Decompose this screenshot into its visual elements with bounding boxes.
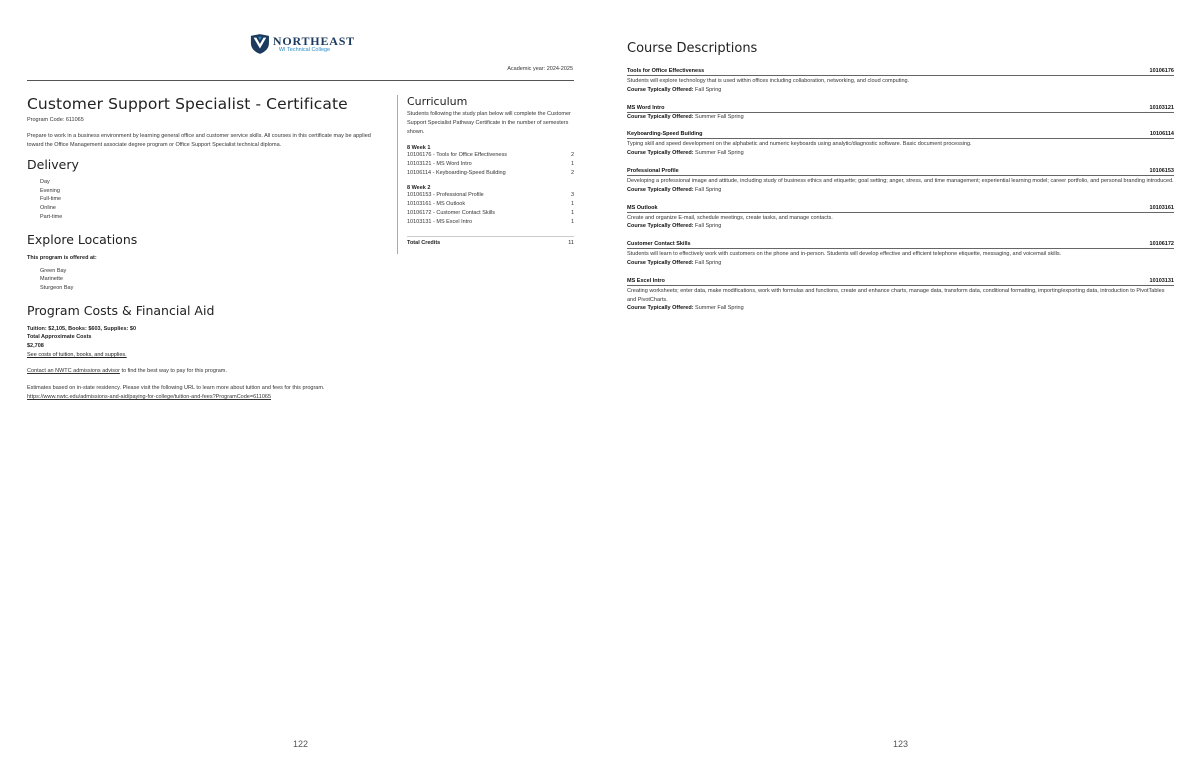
list-item: Green Bay <box>40 267 67 274</box>
offered-terms: Fall Spring <box>693 223 722 230</box>
course-code: 10106114 <box>1149 131 1174 138</box>
course-title: Customer Contact Skills <box>627 241 691 248</box>
course-description: Typing skill and speed development on the alphabetic and numeric keyboards using analytic/diagnostic software. Basic document processing. <box>627 141 972 148</box>
academic-year: Academic year: 2024-2025 <box>507 66 573 72</box>
course-entry <box>627 68 1174 95</box>
course-row <box>407 151 574 160</box>
course-credits: 1 <box>570 160 574 167</box>
list-item: Day <box>40 179 50 185</box>
course-description: Creating worksheets; enter data, make modifications, work with formulas and functions, create and enhance charts, manage data, transform data, conditional formatting, importing/exporting data, introduction to PivotTables and PivotCharts. <box>627 287 1165 303</box>
course-code: 10103161 <box>1149 204 1174 211</box>
course-description: Developing a professional image and attitude, including study of business ethics and etiquette; goal setting; anger, stress, and time management; experiential learning model; career portfolio, and personal branding introduced. <box>627 177 1174 184</box>
program-code: Program Code: 611065 <box>27 117 84 123</box>
course-entry <box>627 241 1174 268</box>
course-name: 10106153 - Professional Profile <box>407 192 484 199</box>
list-item: Marinette <box>40 276 63 283</box>
list-item: Part-time <box>40 213 63 220</box>
offered-terms: Fall Spring <box>693 186 722 193</box>
offered-terms: Summer Fall Spring <box>693 150 744 157</box>
course-title: Professional Profile <box>627 167 679 174</box>
total-credits-label: Total Credits <box>407 239 441 246</box>
list-item: Sturgeon Bay <box>40 284 74 291</box>
logo-subtitle: WI Technical College <box>278 46 331 53</box>
course-credits: 2 <box>570 169 574 176</box>
course-name: 10103131 - MS Excel Intro <box>407 218 473 225</box>
course-description: Create and organize E-mail, schedule meetings, create tasks, and manage contacts. <box>627 214 833 221</box>
costs-heading: Program Costs & Financial Aid <box>27 302 215 318</box>
explore-locations-heading: Explore Locations <box>27 231 138 247</box>
course-description: Students will explore technology that is used within offices including collaboration, networking, and cloud computing. <box>627 78 910 84</box>
see-costs-link[interactable]: See costs of tuition, books, and supplies. <box>27 351 127 358</box>
right-page <box>600 0 1200 776</box>
course-name: 10103121 - MS Word Intro <box>407 160 472 167</box>
course-offered <box>627 222 1174 231</box>
offered-at-label: This program is offered at: <box>27 254 97 261</box>
course-row <box>407 191 574 200</box>
course-entry <box>627 205 1174 232</box>
locations-list <box>40 267 382 293</box>
course-row <box>407 160 574 169</box>
course-title: MS Excel Intro <box>627 277 665 284</box>
total-credits-row <box>407 236 574 246</box>
curriculum-heading: Curriculum <box>407 95 468 108</box>
header-divider <box>27 80 574 81</box>
list-item: Online <box>40 205 56 212</box>
course-row <box>407 218 574 227</box>
list-item: Full-time <box>40 196 62 203</box>
shield-logo-icon <box>250 32 270 56</box>
delivery-heading: Delivery <box>27 157 79 172</box>
program-overview <box>27 95 382 402</box>
course-title: Tools for Office Effectiveness <box>627 68 705 74</box>
list-item: Evening <box>40 187 60 194</box>
college-logo <box>250 31 355 57</box>
course-entry <box>627 278 1174 313</box>
total-costs-label: Total Approximate Costs <box>27 334 92 341</box>
course-entry <box>627 131 1174 158</box>
course-title: MS Word Intro <box>627 104 665 111</box>
course-credits: 3 <box>570 192 574 199</box>
offered-label: Course Typically Offered: <box>627 223 694 230</box>
page-number: 122 <box>293 739 309 749</box>
course-row <box>407 209 574 218</box>
course-offered <box>627 259 1174 268</box>
tuition-line: Tuition: $2,105, Books: $603, Supplies: $0 <box>27 325 137 332</box>
delivery-list <box>40 178 382 222</box>
total-credits-value: 11 <box>568 239 574 246</box>
course-row <box>407 200 574 209</box>
offered-terms: Summer Fall Spring <box>693 113 744 120</box>
offered-label: Course Typically Offered: <box>627 86 694 93</box>
course-credits: 2 <box>570 152 574 158</box>
course-entry <box>627 105 1174 122</box>
course-offered <box>627 186 1174 195</box>
course-credits: 1 <box>570 218 574 225</box>
estimates-text: Estimates based on in-state residency. Please visit the following URL to learn more about tuition and fees for this program. <box>27 385 325 392</box>
course-credits: 1 <box>570 201 574 208</box>
course-offered <box>627 86 1174 95</box>
course-name: 10106172 - Customer Contact Skills <box>407 209 496 216</box>
offered-terms: Fall Spring <box>693 259 722 266</box>
program-title: Customer Support Specialist - Certificate <box>27 95 348 113</box>
course-name: 10103161 - MS Outlook <box>407 201 466 208</box>
week-heading: 8 Week 1 <box>407 145 431 151</box>
curriculum-intro: Students following the study plan below will complete the Customer Support Specialist Pathway Certificate in the number of semesters shown. <box>407 111 571 135</box>
tuition-url-link[interactable]: https://www.nwtc.edu/admissions-and-aid/paying-for-college/tuition-and-fees?ProgramCode=611065 <box>27 393 272 400</box>
program-description: Prepare to work in a business environment by learning general office and customer service skills. All courses in this certificate may be applied toward the Office Management associate degree program or Office Support Specialist technical diploma. <box>27 133 371 148</box>
course-row <box>407 169 574 178</box>
logo-name: NORTHEAST <box>272 33 355 48</box>
course-code: 10106176 <box>1149 68 1174 74</box>
offered-terms: Summer Fall Spring <box>693 305 744 312</box>
course-description: Students will learn to effectively work with customers on the phone and in-person. Students will develop effective and efficient telephone etiquette, messaging, and voicemail skills. <box>627 251 1062 258</box>
offered-label: Course Typically Offered: <box>627 186 694 193</box>
offered-label: Course Typically Offered: <box>627 259 694 266</box>
total-costs-value: $2,708 <box>27 343 44 350</box>
course-description-list <box>627 68 1174 323</box>
course-offered <box>627 304 1174 313</box>
contact-advisor-text: to find the best way to pay for this program. <box>119 368 227 375</box>
course-offered <box>627 149 1174 158</box>
course-descriptions-heading: Course Descriptions <box>627 41 758 56</box>
course-title: Keyboarding-Speed Building <box>627 131 703 138</box>
offered-label: Course Typically Offered: <box>627 150 694 157</box>
offered-label: Course Typically Offered: <box>627 305 694 312</box>
course-code: 10106153 <box>1149 167 1174 174</box>
course-code: 10103121 <box>1149 104 1174 111</box>
offered-label: Course Typically Offered: <box>627 113 694 120</box>
week-heading: 8 Week 2 <box>407 185 431 192</box>
course-entry <box>627 168 1174 195</box>
course-name: 10106176 - Tools for Office Effectiveness <box>407 152 507 158</box>
course-code: 10103131 <box>1149 277 1174 284</box>
course-code: 10106172 <box>1149 241 1174 248</box>
estimates-note <box>27 384 382 401</box>
course-title: MS Outlook <box>627 204 658 211</box>
page-number: 123 <box>893 739 909 749</box>
curriculum-panel <box>397 95 574 254</box>
course-credits: 1 <box>570 209 574 216</box>
contact-advisor-link[interactable]: Contact an NWTC admissions advisor <box>27 368 120 375</box>
contact-advisor-line <box>27 367 382 376</box>
course-offered <box>627 113 1174 122</box>
offered-terms: Fall Spring <box>693 86 722 93</box>
course-name: 10106114 - Keyboarding-Speed Building <box>407 169 506 176</box>
